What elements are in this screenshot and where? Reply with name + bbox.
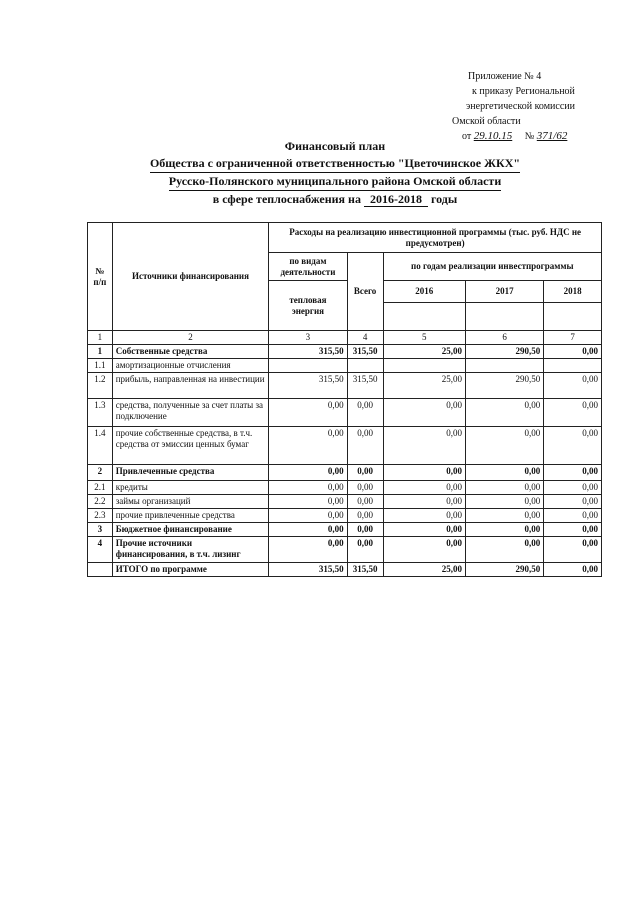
row-number: 1.4	[88, 427, 113, 465]
header-heat: тепловая энергия	[269, 281, 347, 331]
cell-total: 0,00	[347, 427, 383, 465]
table-row	[88, 509, 602, 523]
title-years: 2016-2018	[364, 192, 428, 207]
cell-heat: 0,00	[269, 427, 347, 465]
table-row	[88, 495, 602, 509]
cell-y2016: 25,00	[383, 345, 465, 359]
cell-heat: 0,00	[269, 537, 347, 563]
cell-y2016: 0,00	[383, 427, 465, 465]
table-row	[88, 399, 602, 427]
row-source-name: Бюджетное финансирование	[112, 523, 269, 537]
table-row	[88, 373, 602, 399]
cell-y2016: 0,00	[383, 465, 465, 481]
row-source-name: прочие привлеченные средства	[112, 509, 269, 523]
row-number: 4	[88, 537, 113, 563]
cell-heat: 0,00	[269, 399, 347, 427]
cell-total: 0,00	[347, 523, 383, 537]
column-index: 7	[544, 331, 602, 345]
row-source-name: Прочие источники финансирования, в т.ч. лизинг	[112, 537, 269, 563]
appendix-line-3: энергетической комиссии	[466, 101, 575, 112]
column-index: 5	[383, 331, 465, 345]
cell-y2017: 0,00	[466, 523, 544, 537]
cell-y2017: 0,00	[466, 427, 544, 465]
column-index: 1	[88, 331, 113, 345]
title-line-1: Финансовый план	[284, 139, 386, 153]
cell-heat: 0,00	[269, 465, 347, 481]
document-title	[130, 138, 540, 208]
table-row	[88, 345, 602, 359]
table-row	[88, 427, 602, 465]
row-number: 1.3	[88, 399, 113, 427]
row-number	[88, 563, 113, 577]
cell-total: 0,00	[347, 537, 383, 563]
cell-y2016: 0,00	[383, 509, 465, 523]
header-no: № п/п	[88, 223, 113, 331]
row-number: 2.1	[88, 481, 113, 495]
cell-y2016: 25,00	[383, 563, 465, 577]
cell-total: 0,00	[347, 465, 383, 481]
cell-total: 0,00	[347, 495, 383, 509]
title-line-4-suffix: годы	[430, 192, 458, 206]
table-row	[88, 465, 602, 481]
cell-y2018: 0,00	[544, 563, 602, 577]
row-source-name: Привлеченные средства	[112, 465, 269, 481]
appendix-line-4: Омской области	[452, 116, 521, 127]
row-number: 1.2	[88, 373, 113, 399]
table-row	[88, 537, 602, 563]
table-row	[88, 563, 602, 577]
cell-y2017: 0,00	[466, 537, 544, 563]
cell-total: 0,00	[347, 399, 383, 427]
cell-y2016: 0,00	[383, 399, 465, 427]
header-by-type: по видам деятельности	[269, 253, 347, 281]
column-index: 2	[112, 331, 269, 345]
cell-y2018: 0,00	[544, 481, 602, 495]
header-total: Всего	[347, 253, 383, 331]
column-index: 6	[466, 331, 544, 345]
number-prefix: №	[524, 131, 535, 142]
cell-heat: 0,00	[269, 523, 347, 537]
row-source-name: амортизационные отчисления	[112, 359, 269, 373]
cell-y2017	[466, 359, 544, 373]
cell-y2018: 0,00	[544, 465, 602, 481]
header-2018: 2018	[544, 281, 602, 303]
cell-y2016: 0,00	[383, 481, 465, 495]
cell-y2018: 0,00	[544, 509, 602, 523]
row-source-name: прибыль, направленная на инвестиции	[112, 373, 269, 399]
row-source-name: средства, полученные за счет платы за подключение	[112, 399, 269, 427]
row-number: 1	[88, 345, 113, 359]
title-line-4-prefix: в сфере теплоснабжения на	[212, 192, 361, 206]
table-body	[88, 331, 602, 577]
cell-y2017: 290,50	[466, 563, 544, 577]
header-2016: 2016	[383, 281, 465, 303]
header-2017: 2017	[466, 281, 544, 303]
date-prefix: от	[462, 131, 472, 142]
cell-y2016: 0,00	[383, 537, 465, 563]
table-row	[88, 523, 602, 537]
cell-y2016: 0,00	[383, 523, 465, 537]
cell-heat: 0,00	[269, 495, 347, 509]
cell-y2018: 0,00	[544, 427, 602, 465]
appendix-block	[452, 69, 632, 144]
row-number: 2.2	[88, 495, 113, 509]
cell-total: 315,50	[347, 345, 383, 359]
title-line-4	[130, 191, 540, 208]
row-source-name: ИТОГО по программе	[112, 563, 269, 577]
cell-y2017: 290,50	[466, 345, 544, 359]
appendix-line-2: к приказу Региональной	[472, 86, 575, 97]
number-value: 371/62	[536, 130, 568, 142]
row-source-name: прочие собственные средства, в т.ч. средства от эмиссии ценных бумаг	[112, 427, 269, 465]
row-number: 2	[88, 465, 113, 481]
cell-total: 0,00	[347, 481, 383, 495]
cell-total: 0,00	[347, 509, 383, 523]
cell-total	[347, 359, 383, 373]
table-row	[88, 481, 602, 495]
cell-total: 315,50	[347, 373, 383, 399]
cell-total: 315,50	[347, 563, 383, 577]
cell-heat: 315,50	[269, 563, 347, 577]
header-sources: Источники финансирования	[112, 223, 269, 331]
header-by-years: по годам реализации инвестпрограммы	[383, 253, 601, 281]
column-index: 4	[347, 331, 383, 345]
cell-y2016: 0,00	[383, 495, 465, 509]
cell-y2018: 0,00	[544, 399, 602, 427]
cell-y2017: 290,50	[466, 373, 544, 399]
cell-heat	[269, 359, 347, 373]
row-number: 2.3	[88, 509, 113, 523]
cell-y2018	[544, 359, 602, 373]
cell-heat: 315,50	[269, 345, 347, 359]
cell-heat: 0,00	[269, 481, 347, 495]
cell-y2017: 0,00	[466, 509, 544, 523]
cell-y2017: 0,00	[466, 399, 544, 427]
cell-y2017: 0,00	[466, 465, 544, 481]
row-number: 3	[88, 523, 113, 537]
row-source-name: займы организаций	[112, 495, 269, 509]
cell-y2017: 0,00	[466, 481, 544, 495]
cell-y2018: 0,00	[544, 495, 602, 509]
cell-y2016: 25,00	[383, 373, 465, 399]
cell-y2017: 0,00	[466, 495, 544, 509]
financial-plan-table	[87, 222, 602, 577]
row-source-name: Собственные средства	[112, 345, 269, 359]
cell-heat: 0,00	[269, 509, 347, 523]
title-line-2: Общества с ограниченной ответственностью "Цветочинское ЖКХ"	[150, 155, 520, 173]
row-source-name: кредиты	[112, 481, 269, 495]
cell-y2018: 0,00	[544, 523, 602, 537]
appendix-line-1: Приложение № 4	[468, 71, 542, 82]
cell-heat: 315,50	[269, 373, 347, 399]
cell-y2016	[383, 359, 465, 373]
date-value: 29.10.15	[473, 130, 513, 142]
cell-y2018: 0,00	[544, 373, 602, 399]
header-expenses: Расходы на реализацию инвестиционной программы (тыс. руб. НДС не предусмотрен)	[269, 223, 602, 253]
column-index: 3	[269, 331, 347, 345]
cell-y2018: 0,00	[544, 345, 602, 359]
table-row	[88, 359, 602, 373]
column-index-row	[88, 331, 602, 345]
row-number: 1.1	[88, 359, 113, 373]
cell-y2018: 0,00	[544, 537, 602, 563]
title-line-3: Русско-Полянского муниципального района Омской области	[169, 173, 501, 191]
